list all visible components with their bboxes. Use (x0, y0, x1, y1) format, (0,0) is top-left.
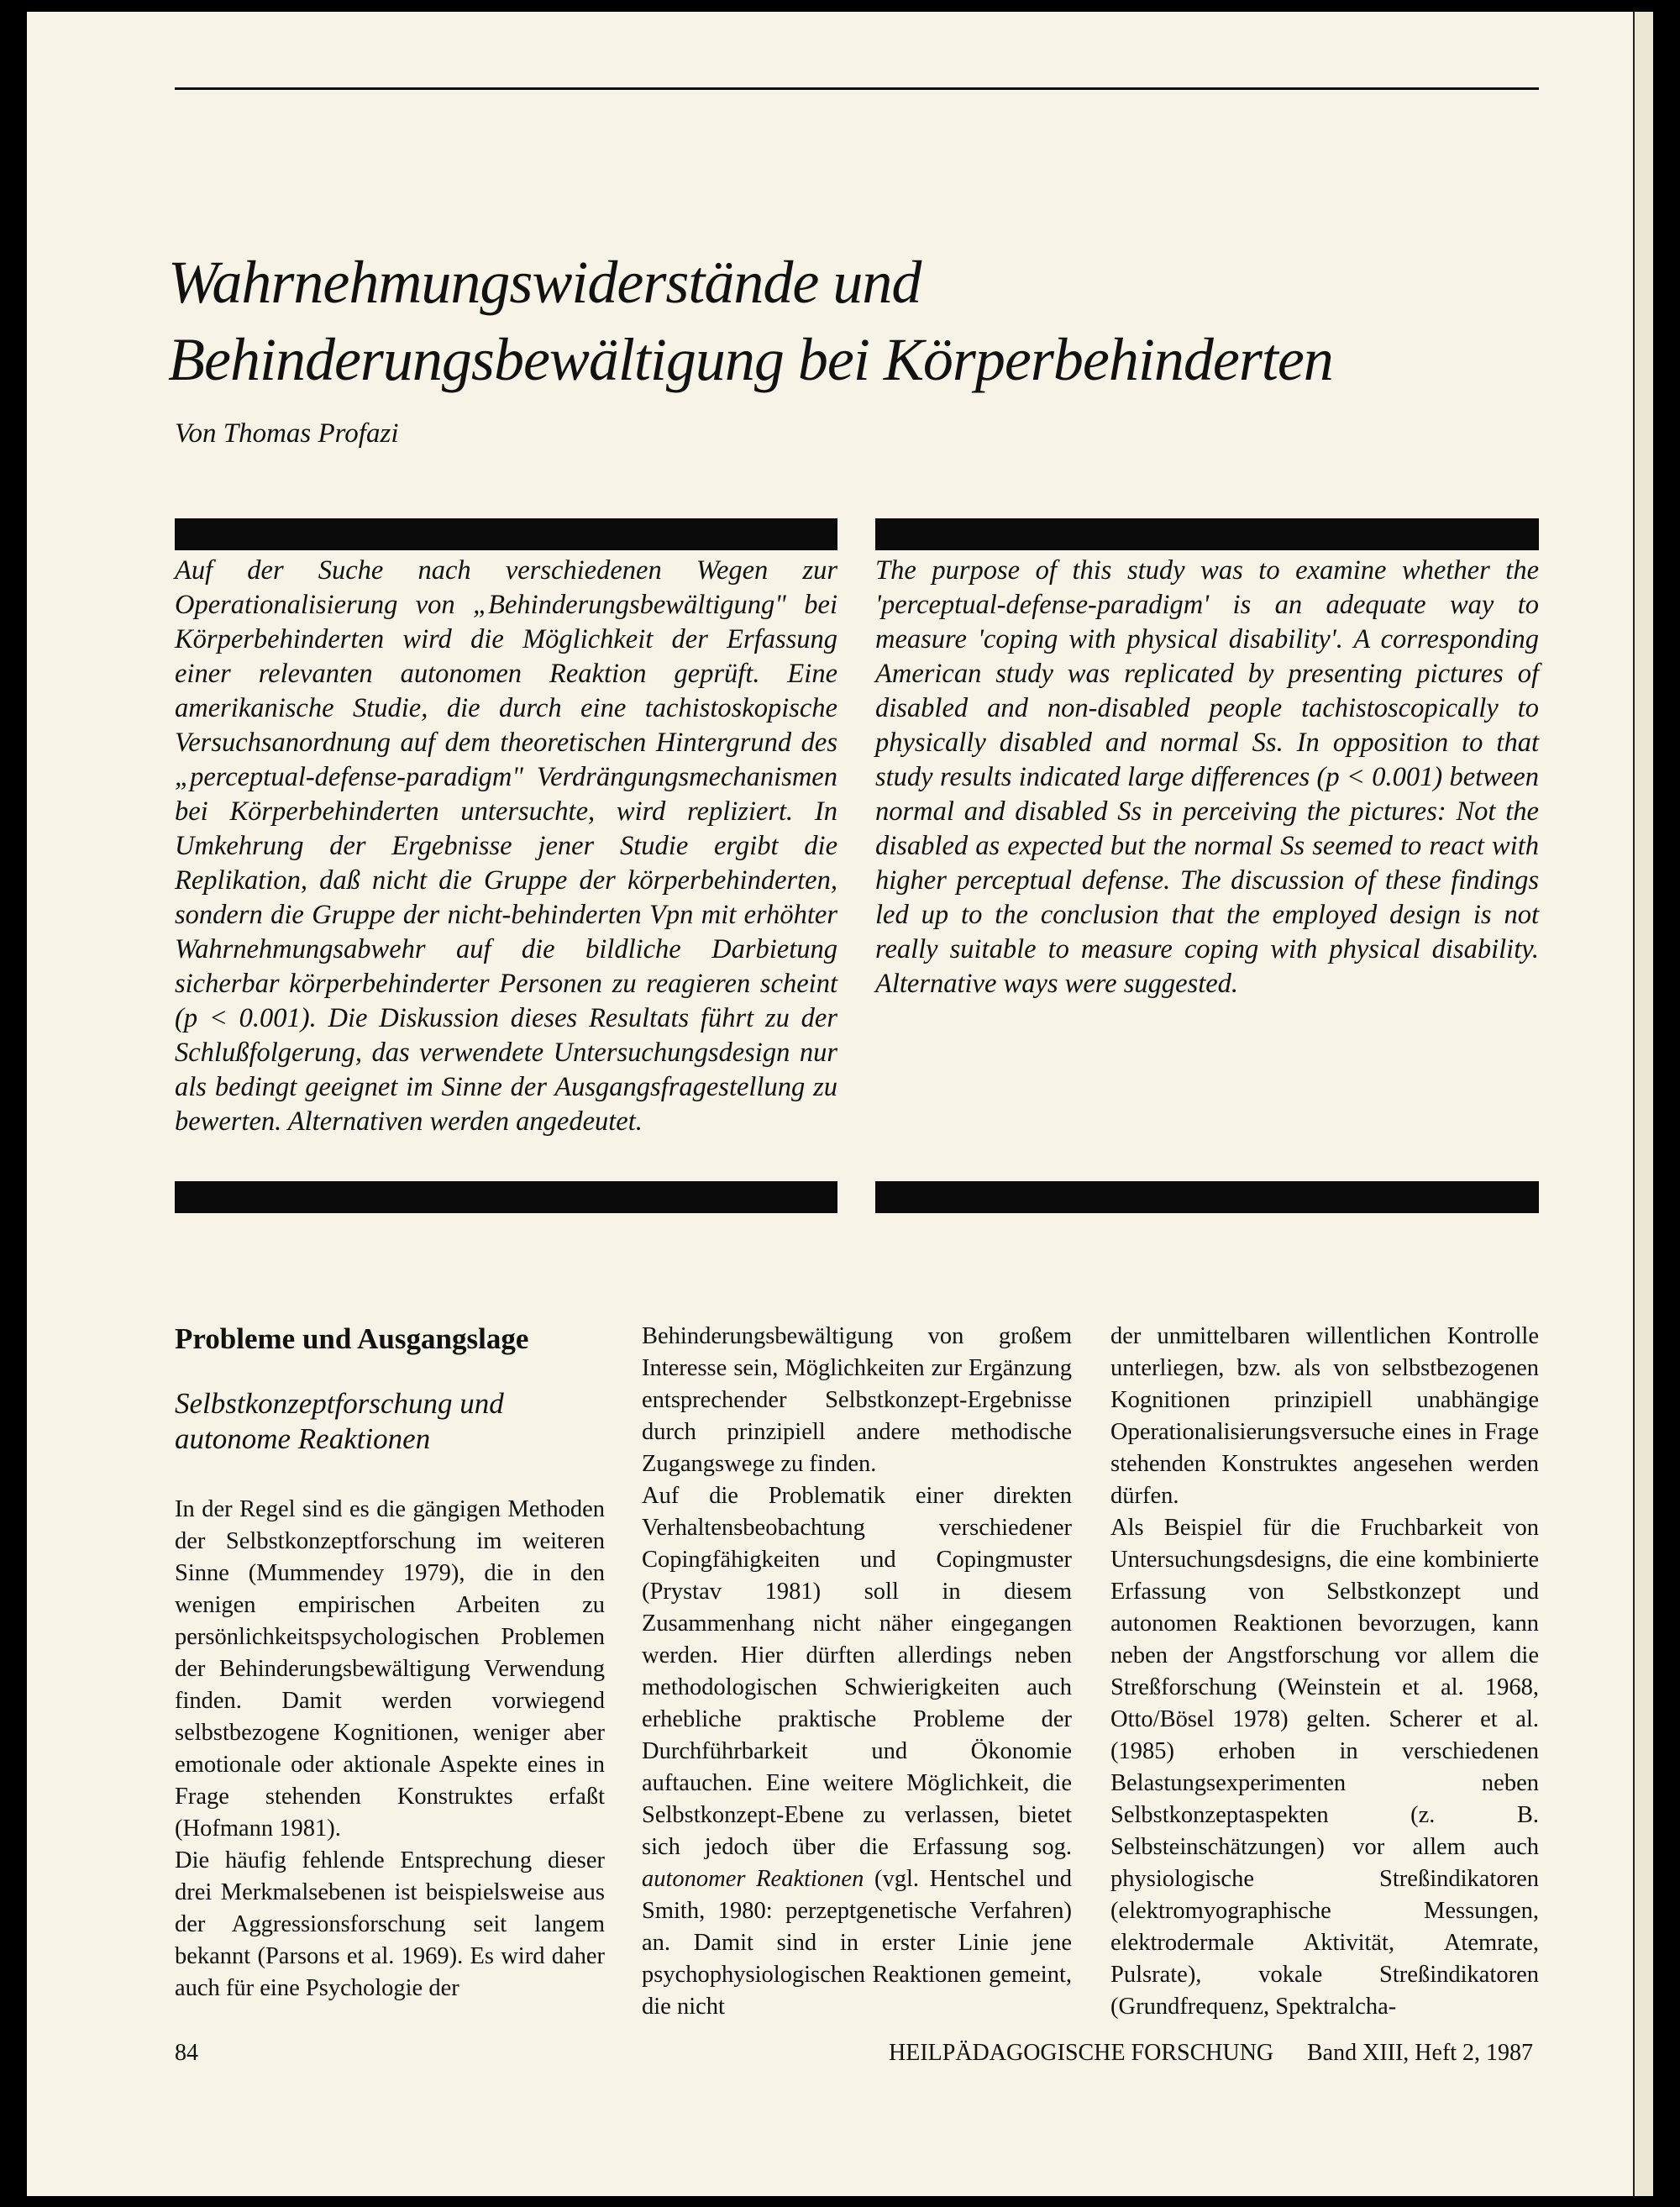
body-column-1 (175, 1321, 605, 2005)
page-number: 84 (175, 2040, 198, 2066)
paragraph: Behinderungsbewältigung von großem Interesse sein, Möglichkeiten zur Ergänzung entsprechender Selbstkonzept-Ergebnisse durch prinzipiell andere methodische Zugangswege zu finden. (642, 1323, 1072, 1477)
emphasized-term: autonomer Reaktionen (642, 1866, 864, 1892)
journal-name: HEILPÄDAGOGISCHE FORSCHUNG (889, 2040, 1274, 2066)
section-subheading: Selbstkonzeptforschung und autonome Reaktionen (175, 1387, 504, 1455)
paragraph (642, 1480, 1072, 2023)
abstract-english: The purpose of this study was to examine whether the 'perceptual-defense-paradigm' is an adequate way to measure 'coping with physical disability'. A corresponding American study was replicated by presenting pictures of disabled and non-disabled people tachistoscopically to physically disabled and normal Ss. In opposition to that study results indicated large differences (p < 0.001) between normal and disabled Ss in perceiving the pictures: Not the disabled as expected but the normal Ss seemed to react with higher perceptual defense. The discussion of these findings led up to the conclusion that the employed design is not really suitable to measure coping with physical disability. Alternative ways were suggested. (875, 555, 1539, 999)
paragraph: Als Beispiel für die Fruchbarkeit von Untersuchungsdesigns, die eine kombinierte Erfassung von Selbstkonzept und autonomen Reaktionen bevorzugen, kann neben der Angstforschung vor allem die Streßforschung (Weinstein et al. 1968, Otto/Bösel 1978) gelten. Scherer et al. (1985) erhoben in verschiedenen Belastungsexperimenten neben Selbstkonzeptaspekten (z. B. Selbsteinschätzungen) vor allem auch physiologische Streßindikatoren (elektromyographische Messungen, elektrodermale Aktivität, Atemrate, Pulsrate), vokale Streßindikatoren (Grundfrequenz, Spektralcha- (1110, 1515, 1539, 2020)
paragraph: der unmittelbaren willentlichen Kontrolle unterliegen, bzw. als von selbstbezogenen Kognitionen prinzipiell unabhängige Operationalisierungsversuche eines in Frage stehenden Konstruktes angesehen werden dürfen. (1110, 1323, 1539, 1509)
paragraph: In der Regel sind es die gängigen Methoden der Selbstkonzeptforschung im weiteren Sinne (Mummendey 1979), die in den wenigen empirischen Arbeiten zu persönlichkeitspsychologischen Problemen der Behinderungsbewältigung Verwendung finden. Damit werden vorwiegend selbstbezogene Kognitionen, weniger aber emotionale oder aktionale Aspekte eines in Frage stehenden Konstruktes erfaßt (Hofmann 1981). (175, 1496, 605, 1842)
next-page-edge (1633, 12, 1653, 2196)
journal-issue: Band XIII, Heft 2, 1987 (1307, 2040, 1534, 2066)
abstract-en-top-bar (875, 518, 1539, 550)
section-heading: Probleme und Ausgangslage (175, 1322, 529, 1355)
paragraph: Die häufig fehlende Entsprechung dieser drei Merkmalsebenen ist beispielsweise aus der Aggressionsforschung seit langem bekannt (Parsons et al. 1969). Es wird daher auch für eine Psychologie der (175, 1847, 605, 2001)
abstract-de-bottom-bar (175, 1181, 837, 1213)
abstract-de-top-bar (175, 518, 837, 550)
top-rule (175, 87, 1539, 90)
body-column-2 (642, 1321, 1072, 2023)
body-column-3 (1110, 1321, 1539, 2023)
title-line-2: Behinderungsbewältigung bei Körperbehinderten (168, 326, 1333, 393)
abstract-en-bottom-bar (875, 1181, 1539, 1213)
abstract-german: Auf der Suche nach verschiedenen Wegen zur Operationalisierung von „Behinderungsbewältigung" bei Körperbehinderten wird die Möglichkeit der Erfassung einer relevanten autonomen Reaktion geprüft. Eine amerikanische Studie, die durch eine tachistoskopische Versuchsanordnung auf dem theoretischen Hintergrund des „perceptual-defense-paradigm" Verdrängungsmechanismen bei Körperbehinderten untersuchte, wird repliziert. In Umkehrung der Ergebnisse jener Studie ergibt die Replikation, daß nicht die Gruppe der körperbehinderten, sondern die Gruppe der nicht-behinderten Vpn mit erhöhter Wahrnehmungsabwehr auf die bildliche Darbietung sicherbar körperbehinderter Personen zu reagieren scheint (p < 0.001). Die Diskussion dieses Resultats führt zu der Schlußfolgerung, das verwendete Untersuchungsdesign nur als bedingt geeignet im Sinne der Ausgangsfragestellung zu bewerten. Alternativen werden angedeutet. (175, 555, 837, 1137)
article-title (168, 244, 1596, 398)
paragraph-text: (vgl. Hentschel und Smith, 1980: perzeptgenetische Verfahren) an. Damit sind in erster Linie jene psychophysiologischen Reaktionen gemeint, die nicht (642, 1866, 1072, 2020)
title-line-1: Wahrnehmungswiderstände und (168, 249, 921, 316)
paragraph-text: Auf die Problematik einer direkten Verhaltensbeobachtung verschiedener Copingfähigkeiten und Copingmuster (Prystav 1981) soll in diesem Zusammenhang nicht näher eingegangen werden. Hier dürften allerdings neben methodologischen Schwierigkeiten auch erhebliche praktische Probleme der Durchführbarkeit und Ökonomie auftauchen. Eine weitere Möglichkeit, die Selbstkonzept-Ebene zu verlassen, bietet sich jedoch über die Erfassung sog. (642, 1483, 1072, 1860)
author-byline: Von Thomas Profazi (175, 418, 399, 449)
